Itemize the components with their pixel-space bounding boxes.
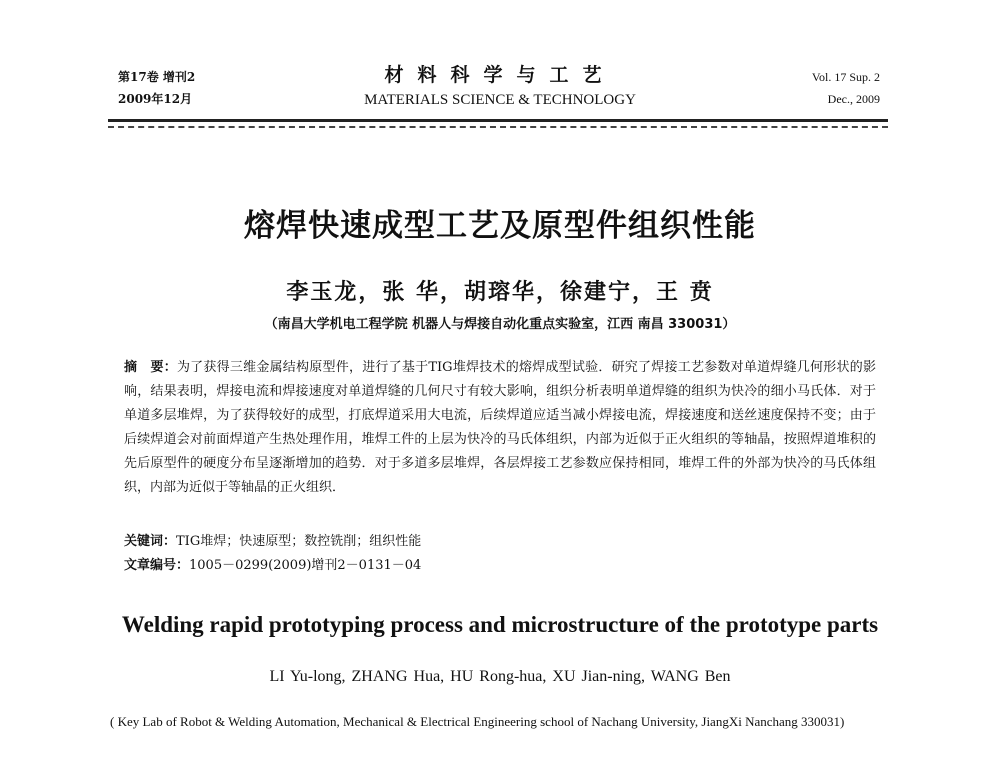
publication-date-cn: 2009年12月 <box>118 92 193 106</box>
publication-date-en: Dec., 2009 <box>827 92 880 106</box>
keywords-cn <box>124 530 876 554</box>
journal-name-cn: 材料科学与工艺 <box>384 64 616 86</box>
affiliation-en: ( Key Lab of Robot & Welding Automation, Mechanical & Electrical Engineering school of Nachang University, JiangXi Nanchang 330031) <box>110 714 845 729</box>
paper-title-cn: 熔焊快速成型工艺及原型件组织性能 <box>244 208 756 244</box>
article-number <box>124 554 876 578</box>
journal-name-en: MATERIALS SCIENCE & TECHNOLOGY <box>364 92 636 108</box>
authors-cn: 李玉龙，张 华，胡瑢华，徐建宁，王 贲 <box>286 279 714 305</box>
abstract-label: 摘 要： <box>124 360 177 375</box>
keywords-label: 关键词： <box>124 534 177 549</box>
abstract-cn <box>124 356 876 500</box>
authors-en: LI Yu-long, ZHANG Hua, HU Rong-hua, XU Jian-ning, WANG Ben <box>269 668 731 685</box>
article-number-text: 1005－0299(2009)增刊2－0131－04 <box>189 558 422 573</box>
article-number-label: 文章编号： <box>124 558 190 573</box>
volume-issue-en: Vol. 17 Sup. 2 <box>811 70 880 84</box>
header-rule <box>108 119 888 122</box>
paper-title-en: Welding rapid prototyping process and microstructure of the prototype parts <box>121 612 879 637</box>
volume-info-en <box>812 66 880 110</box>
volume-issue: 第17卷 增刊2 <box>118 70 196 84</box>
affiliation-cn: （南昌大学机电工程学院 机器人与焊接自动化重点实验室，江西 南昌 330031） <box>264 317 736 332</box>
keywords-text: TIG堆焊；快速原型；数控铣削；组织性能 <box>176 534 422 549</box>
header-rule-dashed <box>108 126 888 128</box>
abstract-text: 为了获得三维金属结构原型件，进行了基于TIG堆焊技术的熔焊成型试验．研究了焊接工艺参数对单道焊缝几何形状的影响，结果表明，焊接电流和焊接速度对单道焊缝的几何尺寸有较大影响，组织分析表明单道焊缝的组织为快冷的细小马氏体．对于单道多层堆焊，为了获得较好的成型，打底焊道采用大电流，后续焊道应适当减小焊接电流，焊接速度和送丝速度保持不变；由于后续焊道会对前面焊道产生热处理作用，堆焊工件的上层为快冷的马氏体组织，内部为近似于正火组织的等轴晶，按照焊道堆积的先后原型件的硬度分布呈逐渐增加的趋势．对于多道多层堆焊，各层焊接工艺参数应保持相同，堆焊工件的外部为快冷的马氏体组织，内部为近似于等轴晶的正火组织． <box>124 360 876 495</box>
